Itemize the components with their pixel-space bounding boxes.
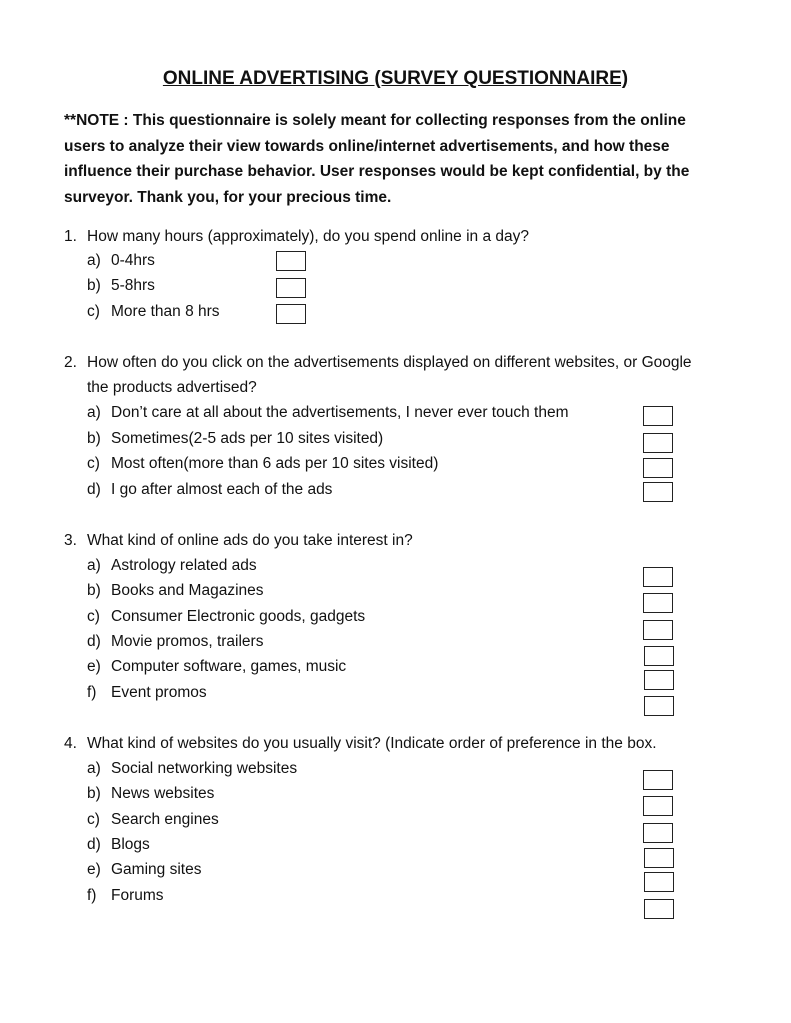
checkbox-q1-b[interactable] (276, 278, 306, 298)
checkbox-q3-e[interactable] (644, 670, 674, 690)
option-letter: e) (87, 658, 101, 675)
question-number: 3. (64, 532, 77, 549)
page-title: ONLINE ADVERTISING (SURVEY QUESTIONNAIRE) (162, 68, 629, 89)
option-letter: c) (87, 303, 100, 320)
option-text: Gaming sites (111, 861, 202, 878)
option-letter: a) (87, 760, 101, 777)
checkbox-q4-f[interactable] (644, 899, 674, 919)
question-2 (64, 350, 717, 400)
option-letter: c) (87, 811, 100, 828)
option-text: Social networking websites (111, 760, 298, 777)
option-letter: a) (87, 557, 101, 574)
checkbox-q2-a[interactable] (643, 406, 673, 426)
option-text: Most often(more than 6 ads per 10 sites visited) (111, 455, 439, 472)
option-letter: c) (87, 455, 100, 472)
question-number: 2. (64, 354, 77, 371)
question-number: 4. (64, 735, 77, 752)
option-letter: b) (87, 582, 101, 599)
checkbox-q2-c[interactable] (643, 458, 673, 478)
checkbox-q3-d[interactable] (644, 646, 674, 666)
option-letter: d) (87, 633, 101, 650)
question-1 (64, 224, 717, 249)
question-4 (64, 731, 727, 756)
option-letter: b) (87, 277, 101, 294)
option-text: 5-8hrs (111, 277, 155, 294)
checkbox-q4-b[interactable] (643, 796, 673, 816)
option-letter: d) (87, 481, 101, 498)
question-text: How often do you click on the advertisements displayed on different websites, or Google the products advertised? (87, 354, 692, 396)
option-text: Computer software, games, music (111, 658, 347, 675)
checkbox-q1-a[interactable] (276, 251, 306, 271)
question-text: What kind of online ads do you take interest in? (87, 532, 413, 549)
option-letter: b) (87, 430, 101, 447)
checkbox-q4-c[interactable] (643, 823, 673, 843)
checkbox-q3-f[interactable] (644, 696, 674, 716)
option-text: Event promos (111, 684, 207, 701)
option-text: Movie promos, trailers (111, 633, 264, 650)
option-text: I go after almost each of the ads (111, 481, 333, 498)
option-text: Forums (111, 887, 164, 904)
option-letter: a) (87, 252, 101, 269)
option-text: Search engines (111, 811, 219, 828)
option-letter: e) (87, 861, 101, 878)
option-text: News websites (111, 785, 215, 802)
option-text: Blogs (111, 836, 150, 853)
checkbox-q2-b[interactable] (643, 433, 673, 453)
checkbox-q4-a[interactable] (643, 770, 673, 790)
checkbox-q2-d[interactable] (643, 482, 673, 502)
option-text: Books and Magazines (111, 582, 264, 599)
option-text: 0-4hrs (111, 252, 155, 269)
option-letter: b) (87, 785, 101, 802)
question-text: What kind of websites do you usually visit? (Indicate order of preference in the box. (87, 735, 657, 752)
option-text: More than 8 hrs (111, 303, 220, 320)
question-3 (64, 528, 717, 553)
checkbox-q3-a[interactable] (643, 567, 673, 587)
question-text: How many hours (approximately), do you spend online in a day? (87, 228, 529, 245)
question-number: 1. (64, 228, 77, 245)
option-letter: d) (87, 836, 101, 853)
checkbox-q1-c[interactable] (276, 304, 306, 324)
option-text: Astrology related ads (111, 557, 257, 574)
option-text: Don’t care at all about the advertisements, I never ever touch them (111, 404, 569, 421)
option-letter: f) (87, 887, 97, 904)
option-text: Sometimes(2-5 ads per 10 sites visited) (111, 430, 384, 447)
checkbox-q4-d[interactable] (644, 848, 674, 868)
option-letter: f) (87, 684, 97, 701)
checkbox-q3-b[interactable] (643, 593, 673, 613)
option-letter: a) (87, 404, 101, 421)
checkbox-q4-e[interactable] (644, 872, 674, 892)
option-letter: c) (87, 608, 100, 625)
survey-note: **NOTE : This questionnaire is solely meant for collecting responses from the online users to analyze their view towards online/internet advertisements, and how these influence their purchase behavior. User responses would be kept confidential, by the surveyor. Thank you, for your precious time. (64, 112, 690, 206)
option-text: Consumer Electronic goods, gadgets (111, 608, 366, 625)
checkbox-q3-c[interactable] (643, 620, 673, 640)
